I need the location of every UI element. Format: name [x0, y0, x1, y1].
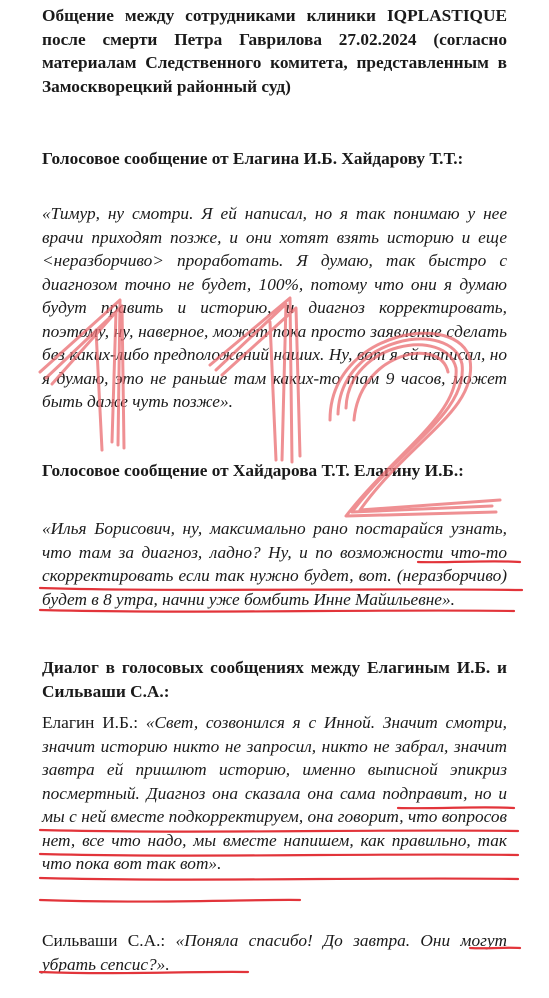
- section3-speaker1-paragraph: [42, 711, 507, 876]
- section3-heading: Диалог в голосовых сообщениях между Елагиным И.Б. и Сильваши С.А.:: [42, 658, 507, 701]
- speaker1-quote: «Свет, созвонился я с Инной. Значит смотри, значит историю никто не запросил, никто не забрал, значит завтра ей пришлют историю, именно выписной эпикриз посмертный. Диагноз она сказала она сама подправит, но и мы с ней вместе подкорректируем, она говорит, что вопросов нет, все что надо, мы вместе напишем, как правильно, так что пока вот так вот».: [42, 713, 507, 873]
- speaker1-name: Елагин И.Б.:: [42, 713, 139, 732]
- speaker2-name: Сильваши С.А.:: [42, 931, 166, 950]
- section1-heading: Голосовое сообщение от Елагина И.Б. Хайдарову Т.Т.:: [42, 149, 464, 168]
- section2-quote: «Илья Борисович, ну, максимально рано постарайся узнать, что там за диагноз, ладно? Ну, и по возможности что-то скорректировать если так нужно будет, вот. (неразборчиво) будет в 8 утра, начни уже бомбить Инне Майильевне».: [42, 519, 507, 609]
- section2-heading: Голосовое сообщение от Хайдарова Т.Т. Елагину И.Б.:: [42, 461, 464, 480]
- section1-quote: «Тимур, ну смотри. Я ей написал, но я так понимаю у нее врачи приходят позже, и они хотят взять историю и еще <неразборчиво> проработать. Я думаю, так быстро с диагнозом точно не будет, 100%, потому что они я думаю будут править и историю, и диагноз корректировать, поэтому, ну, наверное, может пока просто заявление сделать без каких-либо предположений наших. Ну, вот я ей написал, но я думаю, это не раньше там каких-то там 9 часов, может быть даже чуть позже».: [42, 204, 507, 411]
- speaker2-quote: «Поняла спасибо! До завтра. Они могут убрать сепсис?».: [42, 931, 507, 974]
- section3-speaker2-paragraph: [42, 929, 507, 976]
- document-title: Общение между сотрудниками клиники IQPLASTIQUE после смерти Петра Гаврилова 27.02.2024 (согласно материалам Следственного комитета, представленным в Замоскворецкий районный суд): [42, 6, 507, 96]
